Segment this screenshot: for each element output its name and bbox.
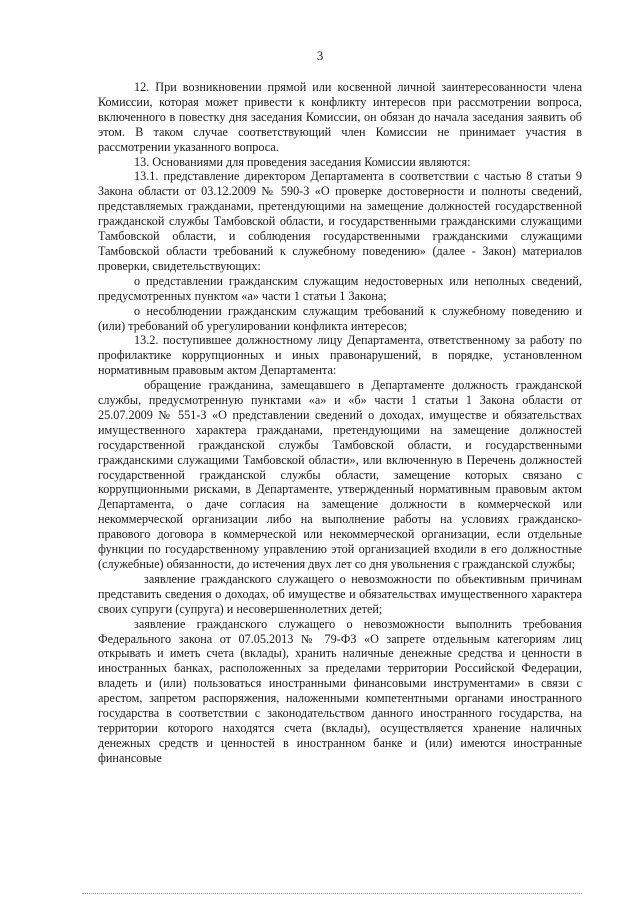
paragraph-12: 12. При возникновении прямой или косвенной личной заинтересованности члена Комиссии, которая может привести к конфликту интересов при рассмотрении вопроса, включенного в повестку дня заседания Комиссии, он обязан до начала заседания заявить об этом. В таком случае соответствующий член Комиссии не принимает участия в рассмотрении указанного вопроса.: [98, 80, 582, 154]
document-body: [98, 80, 582, 766]
paragraph-13-2-item-2: заявление гражданского служащего о невозможности по объективным причинам представить сведения о доходах, об имуществе и обязательствах имущественного характера своих супруги (супруга) и несовершеннолетних детей;: [98, 571, 582, 616]
paragraph-13-1: 13.1. представление директором Департамента в соответствии с частью 8 статьи 9 Закона области от 03.12.2009 № 590-З «О проверке достоверности и полноты сведений, представляемых гражданами, претендующими на замещение должностей государственной гражданской службы Тамбовской области, и государственными гражданскими служащими Тамбовской области, и соблюдения государственными гражданскими служащими Тамбовской области требований к служебному поведению» (далее - Закон) материалов проверки, свидетельствующих:: [98, 169, 582, 273]
paragraph-13-2-item-3: заявление гражданского служащего о невозможности выполнить требования Федерального закона от 07.05.2013 № 79-ФЗ «О запрете отдельным категориям лиц открывать и иметь счета (вклады), хранить наличные денежные средства и ценности в иностранных банках, расположенных за пределами территории Российской Федерации, владеть и (или) пользоваться иностранными финансовыми инструментами» в связи с арестом, запретом распоряжения, наложенными компетентными органами иностранного государства в соответствии с законодательством данного иностранного государства, на территории которого находятся счета (вклады), осуществляется хранение наличных денежных средств и ценностей в иностранном банке и (или) имеются иностранные финансовые: [98, 616, 582, 765]
paragraph-13: 13. Основаниями для проведения заседания Комиссии являются:: [134, 154, 471, 169]
page-number: 3: [316, 48, 324, 63]
paragraph-13-1-item-2: о несоблюдении гражданским служащим требований к служебному поведению и (или) требований об урегулировании конфликта интересов;: [98, 303, 582, 333]
paragraph-13-2: 13.2. поступившее должностному лицу Департамента, ответственному за работу по профилактике коррупционных и иных правонарушений, в порядке, установленном нормативным правовым актом Департамента:: [98, 333, 582, 378]
paragraph-13-2-item-1: обращение гражданина, замещавшего в Департаменте должность гражданской службы, предусмотренную пунктами «а» и «б» части 1 статьи 1 Закона области от 25.07.2009 № 551-З «О представлении сведений о доходах, имуществе и обязательствах имущественного характера гражданами, претендующими на замещение должностей государственной гражданской службы Тамбовской области, и государственными гражданскими служащими Тамбовской области», или включенную в Перечень должностей государственной гражданской службы области, замещение которых связано с коррупционными рисками, в Департаменте, утвержденный нормативным правовым актом Департамента, о даче согласия на замещение должности в коммерческой или некоммерческой организации либо на выполнение работы на условиях гражданско-правового договора в коммерческой или некоммерческой организации, если отдельные функции по государственному управлению этой организацией входили в его должностные (служебные) обязанности, до истечения двух лет со дня увольнения с гражданской службы;: [98, 378, 582, 571]
paragraph-13-1-item-1: о представлении гражданским служащим недостоверных или неполных сведений, предусмотренных пунктом «а» части 1 статьи 1 Закона;: [98, 273, 582, 303]
page-bottom-divider: [82, 893, 582, 894]
